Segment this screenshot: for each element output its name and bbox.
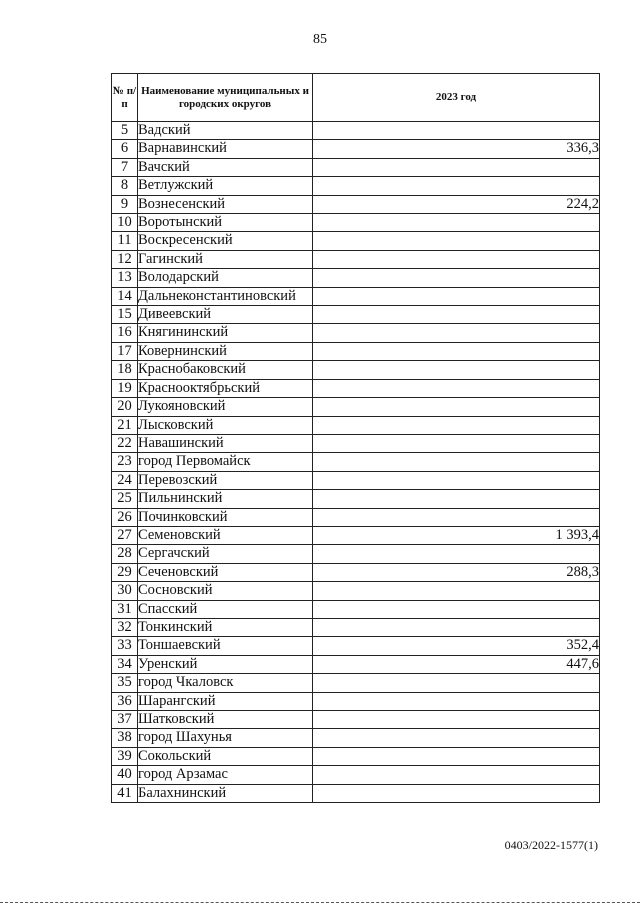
row-number: 7 [112, 158, 138, 176]
row-number: 33 [112, 637, 138, 655]
row-name: Княгининский [138, 324, 313, 342]
row-number: 23 [112, 453, 138, 471]
row-number: 38 [112, 729, 138, 747]
row-name: Сеченовский [138, 563, 313, 581]
table-row [112, 214, 600, 232]
row-name: Сокольский [138, 747, 313, 765]
table-row [112, 250, 600, 268]
table-row [112, 232, 600, 250]
table-row [112, 361, 600, 379]
row-value [313, 784, 600, 802]
row-name: Дальнеконстантиновский [138, 287, 313, 305]
row-value [313, 692, 600, 710]
row-name: Балахнинский [138, 784, 313, 802]
table-row [112, 471, 600, 489]
table-row [112, 453, 600, 471]
row-name: Краснобаковский [138, 361, 313, 379]
row-name: Тонкинский [138, 618, 313, 636]
table-row [112, 490, 600, 508]
row-number: 5 [112, 122, 138, 140]
row-name: Ветлужский [138, 177, 313, 195]
page-number: 85 [313, 32, 327, 47]
row-number: 30 [112, 582, 138, 600]
header-name: Наименование муниципальных и городских округов [138, 74, 313, 122]
row-value [313, 453, 600, 471]
row-number: 40 [112, 766, 138, 784]
row-name: Вачский [138, 158, 313, 176]
row-number: 14 [112, 287, 138, 305]
row-value: 336,3 [313, 140, 600, 158]
row-name: Дивеевский [138, 306, 313, 324]
row-value [313, 177, 600, 195]
row-number: 12 [112, 250, 138, 268]
row-name: Сергачский [138, 545, 313, 563]
row-name: город Чкаловск [138, 674, 313, 692]
table-row [112, 600, 600, 618]
table-row [112, 563, 600, 581]
row-value [313, 747, 600, 765]
row-name: Семеновский [138, 526, 313, 544]
row-number: 9 [112, 195, 138, 213]
row-number: 6 [112, 140, 138, 158]
row-number: 20 [112, 398, 138, 416]
row-name: Воскресенский [138, 232, 313, 250]
table-header-row [112, 74, 600, 122]
row-name: Шатковский [138, 711, 313, 729]
row-number: 13 [112, 269, 138, 287]
table-row [112, 508, 600, 526]
row-name: город Шахунья [138, 729, 313, 747]
row-value: 352,4 [313, 637, 600, 655]
row-number: 19 [112, 379, 138, 397]
table-row [112, 674, 600, 692]
row-value [313, 324, 600, 342]
table-row [112, 711, 600, 729]
row-value [313, 618, 600, 636]
row-value [313, 582, 600, 600]
table-row [112, 122, 600, 140]
table-row [112, 766, 600, 784]
row-name: Спасский [138, 600, 313, 618]
row-number: 26 [112, 508, 138, 526]
bottom-rule [0, 902, 640, 903]
row-number: 27 [112, 526, 138, 544]
row-value [313, 508, 600, 526]
row-number: 24 [112, 471, 138, 489]
table-row [112, 618, 600, 636]
row-value [313, 287, 600, 305]
table-row [112, 526, 600, 544]
table-row [112, 342, 600, 360]
row-value: 288,3 [313, 563, 600, 581]
table-row [112, 434, 600, 452]
municipal-districts-table [111, 73, 600, 803]
row-value [313, 361, 600, 379]
row-value: 224,2 [313, 195, 600, 213]
row-number: 8 [112, 177, 138, 195]
document-code: 0403/2022-1577(1) [504, 838, 598, 852]
row-number: 22 [112, 434, 138, 452]
table-row [112, 324, 600, 342]
row-value [313, 674, 600, 692]
row-number: 35 [112, 674, 138, 692]
row-value [313, 416, 600, 434]
row-name: Воротынский [138, 214, 313, 232]
table-row [112, 195, 600, 213]
row-value: 447,6 [313, 655, 600, 673]
row-value [313, 232, 600, 250]
table-row [112, 582, 600, 600]
table-row [112, 158, 600, 176]
table-row [112, 784, 600, 802]
row-name: Ковернинский [138, 342, 313, 360]
row-value [313, 250, 600, 268]
row-value [313, 729, 600, 747]
row-number: 25 [112, 490, 138, 508]
row-value [313, 269, 600, 287]
row-name: Перевозский [138, 471, 313, 489]
row-value [313, 711, 600, 729]
row-number: 31 [112, 600, 138, 618]
row-value [313, 158, 600, 176]
table-row [112, 398, 600, 416]
row-name: Пильнинский [138, 490, 313, 508]
row-number: 34 [112, 655, 138, 673]
row-value [313, 545, 600, 563]
row-name: Гагинский [138, 250, 313, 268]
row-number: 41 [112, 784, 138, 802]
row-name: Починковский [138, 508, 313, 526]
row-value [313, 379, 600, 397]
table-row [112, 287, 600, 305]
row-number: 32 [112, 618, 138, 636]
row-number: 36 [112, 692, 138, 710]
row-number: 28 [112, 545, 138, 563]
row-name: Володарский [138, 269, 313, 287]
row-name: Тоншаевский [138, 637, 313, 655]
row-number: 29 [112, 563, 138, 581]
row-name: Вадский [138, 122, 313, 140]
row-name: Варнавинский [138, 140, 313, 158]
row-value [313, 122, 600, 140]
row-name: Лукояновский [138, 398, 313, 416]
table-row [112, 140, 600, 158]
row-value [313, 398, 600, 416]
table-row [112, 692, 600, 710]
row-name: Шарангский [138, 692, 313, 710]
row-number: 11 [112, 232, 138, 250]
row-name: город Первомайск [138, 453, 313, 471]
row-value [313, 214, 600, 232]
row-number: 16 [112, 324, 138, 342]
row-name: Лысковский [138, 416, 313, 434]
row-value [313, 434, 600, 452]
table-row [112, 729, 600, 747]
row-value [313, 490, 600, 508]
table-row [112, 637, 600, 655]
row-value [313, 600, 600, 618]
row-number: 17 [112, 342, 138, 360]
row-name: Вознесенский [138, 195, 313, 213]
row-name: Сосновский [138, 582, 313, 600]
row-number: 18 [112, 361, 138, 379]
row-number: 21 [112, 416, 138, 434]
row-name: город Арзамас [138, 766, 313, 784]
row-number: 39 [112, 747, 138, 765]
row-number: 15 [112, 306, 138, 324]
row-value [313, 342, 600, 360]
table-row [112, 306, 600, 324]
header-number: № п/п [112, 74, 138, 122]
row-value: 1 393,4 [313, 526, 600, 544]
table-row [112, 655, 600, 673]
row-value [313, 471, 600, 489]
row-number: 37 [112, 711, 138, 729]
table-row [112, 379, 600, 397]
table-row [112, 177, 600, 195]
row-name: Уренский [138, 655, 313, 673]
table-row [112, 747, 600, 765]
row-value [313, 766, 600, 784]
row-name: Навашинский [138, 434, 313, 452]
row-name: Краснооктябрьский [138, 379, 313, 397]
table-row [112, 269, 600, 287]
header-year: 2023 год [313, 74, 600, 122]
table-row [112, 545, 600, 563]
table-row [112, 416, 600, 434]
row-value [313, 306, 600, 324]
row-number: 10 [112, 214, 138, 232]
